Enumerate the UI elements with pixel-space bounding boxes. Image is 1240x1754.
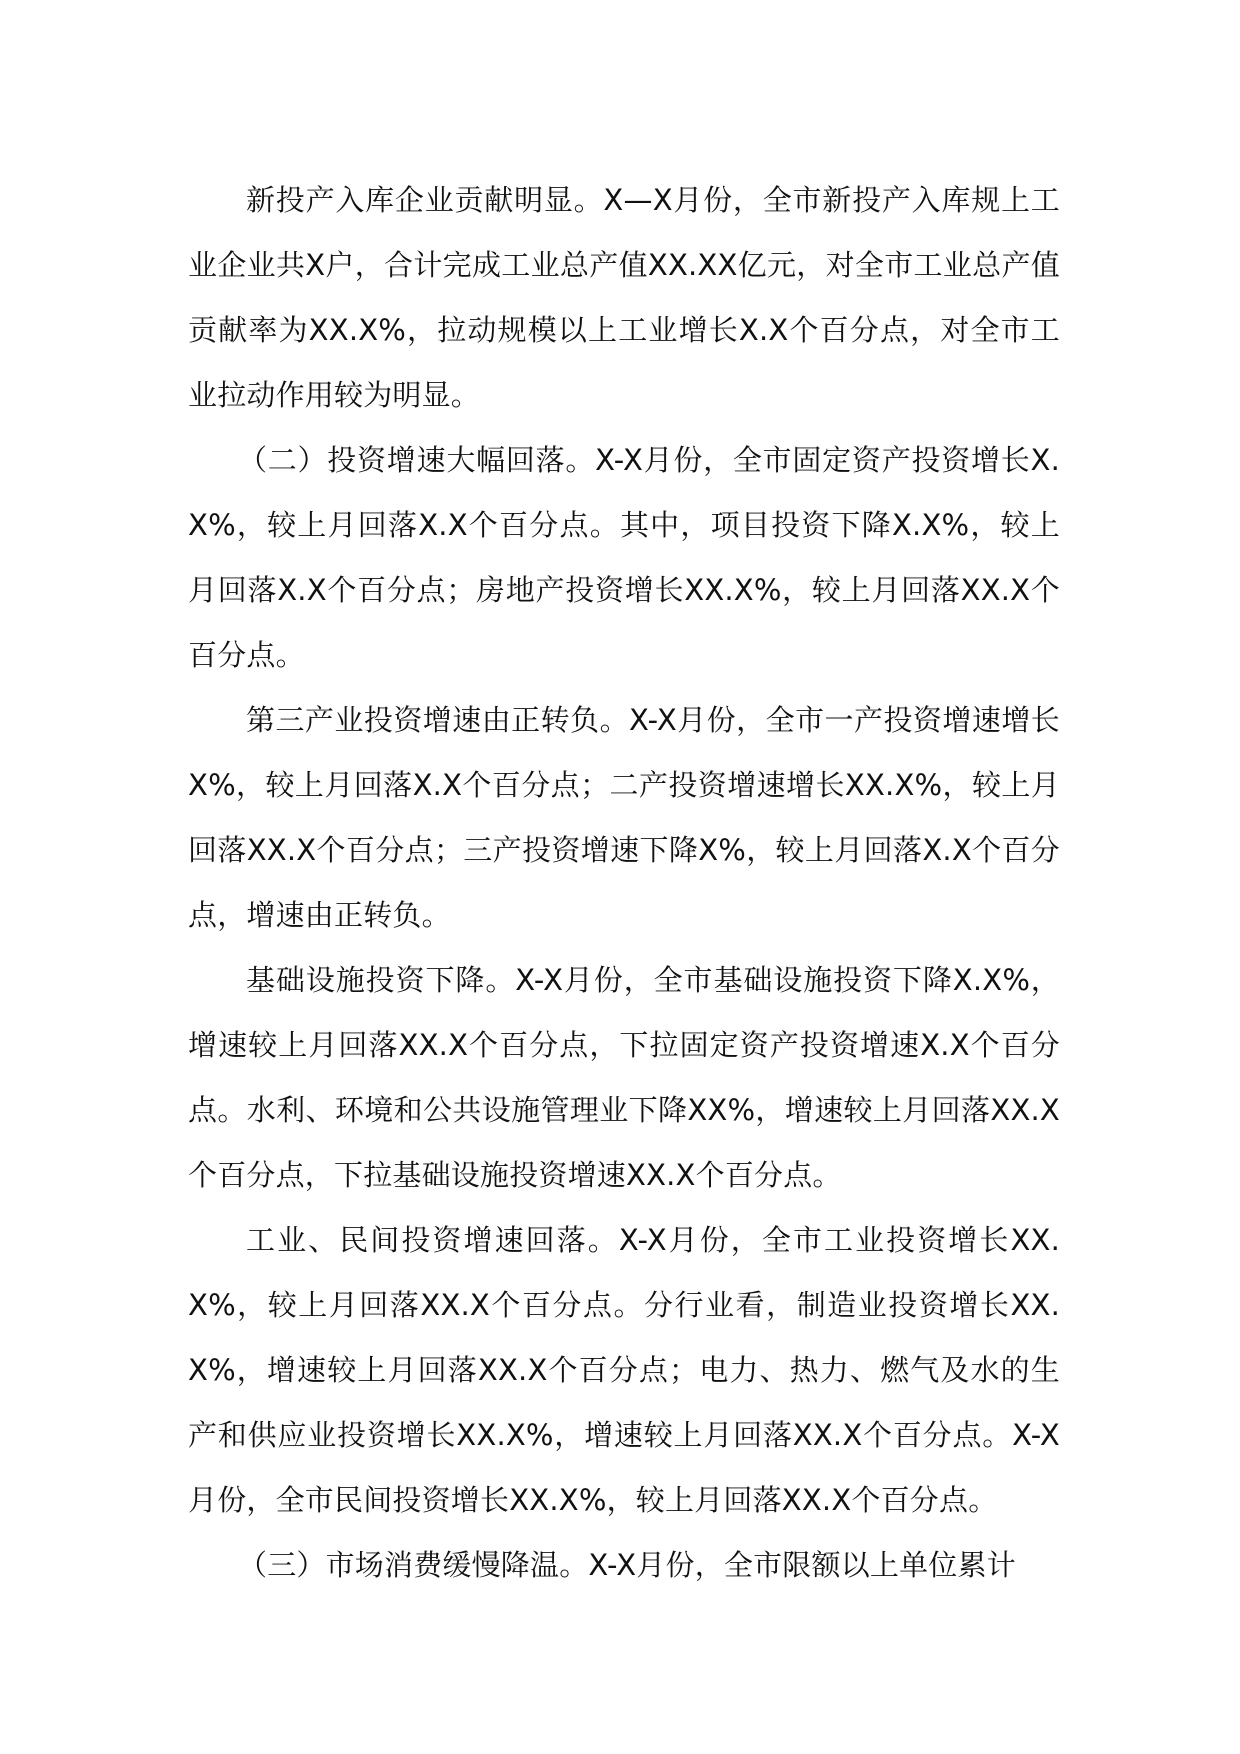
paragraph-industrial-private: 工业、民间投资增速回落。X-X月份，全市工业投资增长XX.X%，较上月回落XX.X个百分点。分行业看，制造业投资增长XX.X%，增速较上月回落XX.X个百分点；电力、热力、燃气及水的生产和供应业投资增长XX.X%，增速较上月回落XX.X个百分点。X-X月份，全市民间投资增长XX.X%，较上月回落XX.X个百分点。: [188, 1223, 1060, 1517]
paragraph-new-enterprises: 新投产入库企业贡献明显。X—X月份，全市新投产入库规上工业企业共X户，合计完成工业总产值XX.XX亿元，对全市工业总产值贡献率为XX.X%，拉动规模以上工业增长X.X个百分点，对全市工业拉动作用较为明显。: [188, 183, 1060, 412]
paragraph-tertiary-industry: 第三产业投资增速由正转负。X-X月份，全市一产投资增速增长X%，较上月回落X.X个百分点；二产投资增速增长XX.X%，较上月回落XX.X个百分点；三产投资增速下降X%，较上月回落X.X个百分点，增速由正转负。: [188, 703, 1060, 932]
paragraph-infrastructure: 基础设施投资下降。X-X月份，全市基础设施投资下降X.X%，增速较上月回落XX.X个百分点，下拉固定资产投资增速X.X个百分点。水利、环境和公共设施管理业下降XX%，增速较上月回落XX.X个百分点，下拉基础设施投资增速XX.X个百分点。: [188, 963, 1060, 1192]
paragraph-consumption: （三）市场消费缓慢降温。X-X月份，全市限额以上单位累计: [238, 1548, 1016, 1582]
paragraph-investment-decline: （二）投资增速大幅回落。X-X月份，全市固定资产投资增长X.X%，较上月回落X.X个百分点。其中，项目投资下降X.X%，较上月回落X.X个百分点；房地产投资增长XX.X%，较上月回落XX.X个百分点。: [188, 443, 1060, 672]
document-body: [188, 168, 1060, 1598]
